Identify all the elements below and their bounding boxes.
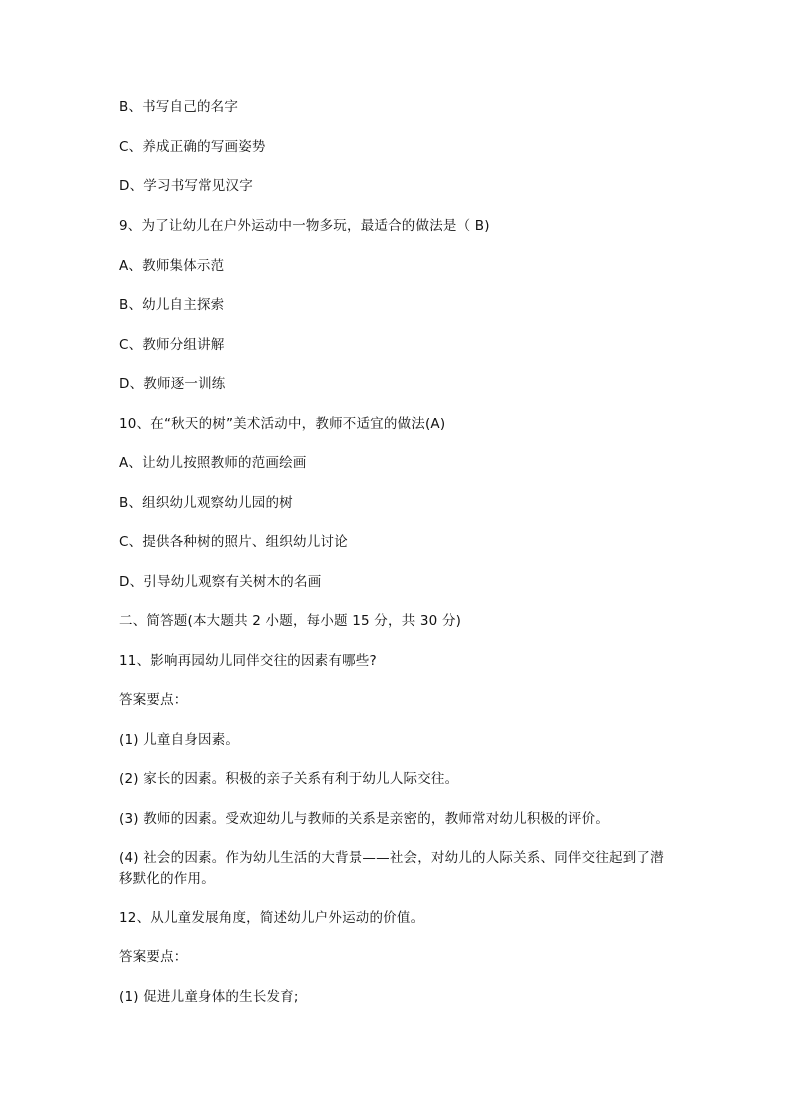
option-c-line: C、养成正确的写画姿势 <box>119 139 266 155</box>
answer-heading: 答案要点： <box>119 692 188 708</box>
question-12: 12、从儿童发展角度，简述幼儿户外运动的价值。 <box>119 910 425 926</box>
option-b-line: B、幼儿自主探索 <box>119 297 225 313</box>
question-10: 10、在“秋天的树”美术活动中，教师不适宜的做法(A) <box>119 416 446 432</box>
option-d-line: D、引导幼儿观察有关树木的名画 <box>119 574 322 590</box>
answer-point: (1) 儿童自身因素。 <box>119 732 240 748</box>
answer-point: (2) 家长的因素。积极的亲子关系有利于幼儿人际交往。 <box>119 771 459 787</box>
answer-point: (1) 促进儿童身体的生长发育; <box>119 989 299 1005</box>
option-d-line: D、学习书写常见汉字 <box>119 178 253 194</box>
option-b-line: B、组织幼儿观察幼儿园的树 <box>119 495 293 511</box>
option-c-line: C、提供各种树的照片、组织幼儿讨论 <box>119 534 348 550</box>
option-a-line: A、教师集体示范 <box>119 258 225 274</box>
option-b-line: B、书写自己的名字 <box>119 99 239 115</box>
option-d-line: D、教师逐一训练 <box>119 376 226 392</box>
answer-point: (4) 社会的因素。作为幼儿生活的大背景——社会，对幼儿的人际关系、同伴交往起到了潜移默化的作用。 <box>119 850 664 887</box>
answer-heading: 答案要点： <box>119 949 188 965</box>
question-11: 11、影响再园幼儿同伴交往的因素有哪些? <box>119 653 377 669</box>
answer-point: (3) 教师的因素。受欢迎幼儿与教师的关系是亲密的，教师常对幼儿积极的评价。 <box>119 811 610 827</box>
question-9: 9、为了让幼儿在户外运动中一物多玩，最适合的做法是（ B) <box>119 218 490 234</box>
section-heading: 二、简答题(本大题共 2 小题，每小题 15 分，共 30 分) <box>119 613 462 629</box>
option-c-line: C、教师分组讲解 <box>119 337 225 353</box>
option-a-line: A、让幼儿按照教师的范画绘画 <box>119 455 307 471</box>
